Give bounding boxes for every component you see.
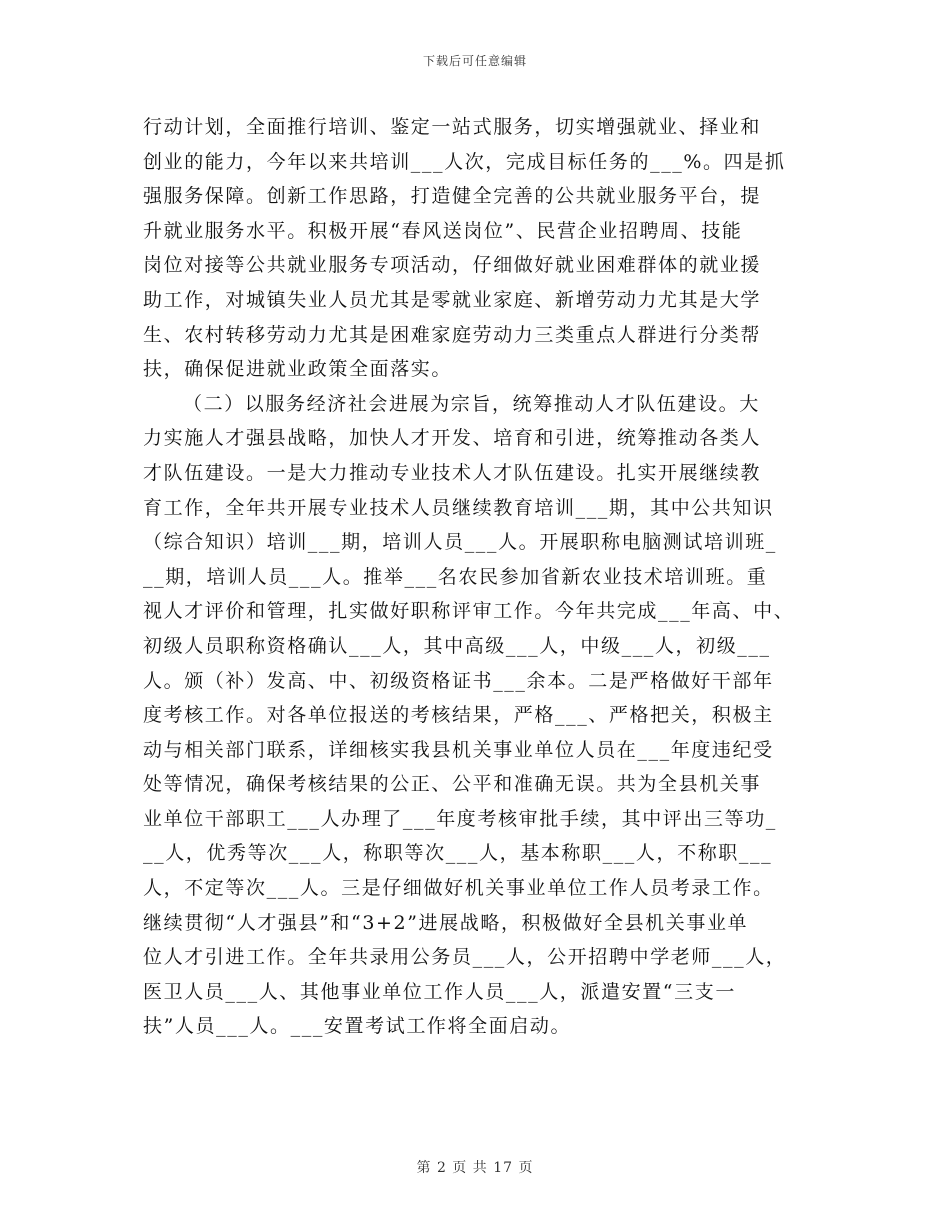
text-line: 度考核工作。对各单位报送的考核结果，严格___、严格把关，积极主 — [143, 704, 774, 727]
text-line: （综合知识）培训___期，培训人员___人。开展职称电脑测试培训班_ — [143, 531, 777, 554]
text-line: 行动计划，全面推行培训、鉴定一站式服务，切实增强就业、择业和 — [143, 116, 762, 138]
text-line: 医卫人员___人、其他事业单位工作人员___人，派遣安置“三支一 — [143, 980, 736, 1003]
text-line: 力实施人才强县战略，加快人才开发、培育和引进，统筹推动各类人 — [143, 427, 762, 450]
text-line: 才队伍建设。一是大力推动专业技术人才队伍建设。扎实开展继续教 — [143, 461, 762, 484]
text-line: 生、农村转移劳动力尤其是困难家庭劳动力三类重点人群进行分类帮 — [143, 323, 762, 346]
document-body — [143, 110, 823, 1044]
page-footer: 第 2 页 共 17 页 — [416, 1160, 534, 1176]
text-line: 育工作，全年共开展专业技术人员继续教育培训___期，其中公共知识 — [143, 496, 774, 519]
text-line: 助工作，对城镇失业人员尤其是零就业家庭、新增劳动力尤其是大学 — [143, 288, 762, 311]
text-line: 强服务保障。创新工作思路，打造健全完善的公共就业服务平台，提 — [143, 185, 762, 208]
text-line: 继续贯彻“人才强县”和“3+2”进展战略，积极做好全县机关事业单 — [143, 911, 749, 934]
text-line: （二）以服务经济社会进展为宗旨，统筹推动人才队伍建设。大 — [183, 392, 760, 415]
page-header: 下载后可任意编辑 — [422, 54, 527, 68]
text-line: 人，不定等次___人。三是仔细做好机关事业单位工作人员考录工作。 — [143, 877, 774, 900]
text-line: 视人才评价和管理，扎实做好职称评审工作。今年共完成___年高、中、 — [143, 600, 795, 623]
text-line: __人，优秀等次___人，称职等次___人，基本称职___人，不称职___ — [143, 842, 773, 865]
text-line: 升就业服务水平。积极开展“春风送岗位”、民营企业招聘周、技能 — [143, 219, 743, 242]
text-line: 扶，确保促进就业政策全面落实。 — [143, 358, 453, 381]
text-line: 业单位干部职工___人办理了___年度考核审批手续，其中评出三等功_ — [143, 807, 777, 830]
text-line: 位人才引进工作。全年共录用公务员___人，公开招聘中学老师___人， — [143, 946, 787, 969]
text-line: 处等情况，确保考核结果的公正、公平和准确无误。共为全县机关事 — [143, 773, 762, 796]
text-line: 创业的能力，今年以来共培训___人次，完成目标任务的___%。四是抓 — [143, 150, 786, 173]
text-line: 动与相关部门联系，详细核实我县机关事业单位人员在___年度违纪受 — [143, 738, 774, 761]
text-line: 扶”人员___人。___安置考试工作将全面启动。 — [143, 1015, 572, 1038]
text-line: 初级人员职称资格确认___人，其中高级___人，中级___人，初级___ — [143, 634, 771, 657]
text-line: __期，培训人员___人。推举___名农民参加省新农业技术培训班。重 — [143, 565, 768, 588]
text-line: 人。颁（补）发高、中、初级资格证书___余本。二是严格做好干部年 — [143, 669, 774, 692]
text-line: 岗位对接等公共就业服务专项活动，仔细做好就业困难群体的就业援 — [143, 254, 762, 277]
